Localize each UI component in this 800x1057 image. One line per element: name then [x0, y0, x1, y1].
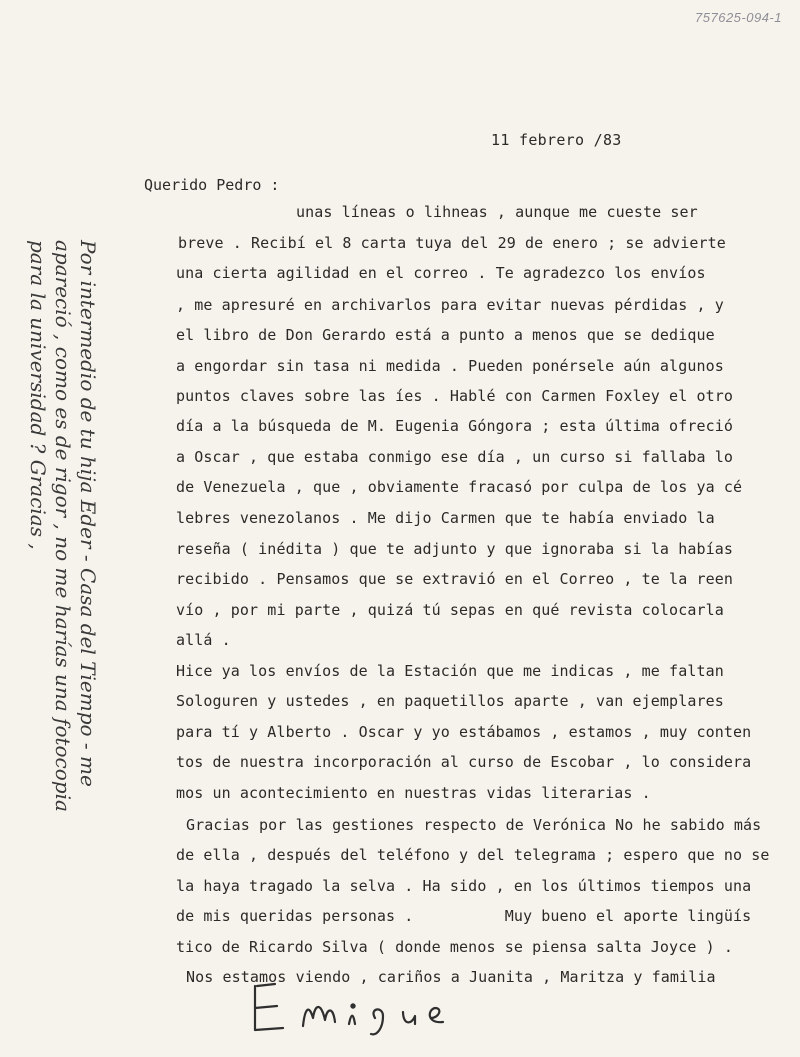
- body-line: unas líneas o lihneas , aunque me cueste ser: [296, 203, 698, 221]
- body-line: de ella , después del teléfono y del telegrama ; espero que no se: [176, 846, 770, 864]
- body-line: reseña ( inédita ) que te adjunto y que ignoraba si la habías: [176, 540, 733, 558]
- archive-id: 757625-094-1: [695, 10, 782, 25]
- body-line: a Oscar , que estaba conmigo ese día , un curso si fallaba lo: [176, 448, 733, 466]
- body-line: a engordar sin tasa ni medida . Pueden ponérsele aún algunos: [176, 357, 724, 375]
- body-line: vío , por mi parte , quizá tú sepas en qué revista colocarla: [176, 601, 724, 619]
- margin-note-line: para la universidad ? Gracias ,: [26, 240, 50, 550]
- body-line: Nos estamos viendo , cariños a Juanita , Maritza y familia: [186, 968, 716, 986]
- body-line: de mis queridas personas . Muy bueno el aporte lingüís: [176, 907, 752, 925]
- body-line: de Venezuela , que , obviamente fracasó por culpa de los ya cé: [176, 478, 743, 496]
- body-line: recibido . Pensamos que se extravió en el Correo , te la reen: [176, 570, 733, 588]
- body-line: la haya tragado la selva . Ha sido , en los últimos tiempos una: [176, 877, 752, 895]
- body-line: una cierta agilidad en el correo . Te agradezco los envíos: [176, 264, 706, 282]
- salutation: Querido Pedro :: [144, 176, 280, 194]
- body-line: Gracias por las gestiones respecto de Verónica No he sabido más: [186, 816, 762, 834]
- handwritten-signature: [243, 978, 543, 1038]
- body-line: Hice ya los envíos de la Estación que me indicas , me faltan: [176, 662, 724, 680]
- body-line: tico de Ricardo Silva ( donde menos se piensa salta Joyce ) .: [176, 938, 733, 956]
- body-line: puntos claves sobre las íes . Hablé con Carmen Foxley el otro: [176, 387, 733, 405]
- letter-date: 11 febrero /83: [491, 131, 622, 149]
- body-line: , me apresuré en archivarlos para evitar nuevas pérdidas , y: [176, 296, 724, 314]
- body-line: tos de nuestra incorporación al curso de Escobar , lo considera: [176, 753, 752, 771]
- body-line: allá .: [176, 631, 231, 649]
- body-line: breve . Recibí el 8 carta tuya del 29 de enero ; se advierte: [178, 234, 726, 252]
- body-line: día a la búsqueda de M. Eugenia Góngora ; esta última ofreció: [176, 417, 733, 435]
- body-line: Sologuren y ustedes , en paquetillos aparte , van ejemplares: [176, 692, 724, 710]
- body-line: para tí y Alberto . Oscar y yo estábamos , estamos , muy conten: [176, 723, 752, 741]
- margin-note-line: apareció , como es de rigor , no me harías una fotocopia: [51, 240, 75, 812]
- handwritten-margin-note: [25, 240, 100, 940]
- margin-note-line: Por intermedio de tu hija Eder - Casa del Tiempo - me: [76, 240, 100, 787]
- body-line: mos un acontecimiento en nuestras vidas literarias .: [176, 784, 651, 802]
- body-line: lebres venezolanos . Me dijo Carmen que te había enviado la: [176, 509, 715, 527]
- body-line: el libro de Don Gerardo está a punto a menos que se dedique: [176, 326, 715, 344]
